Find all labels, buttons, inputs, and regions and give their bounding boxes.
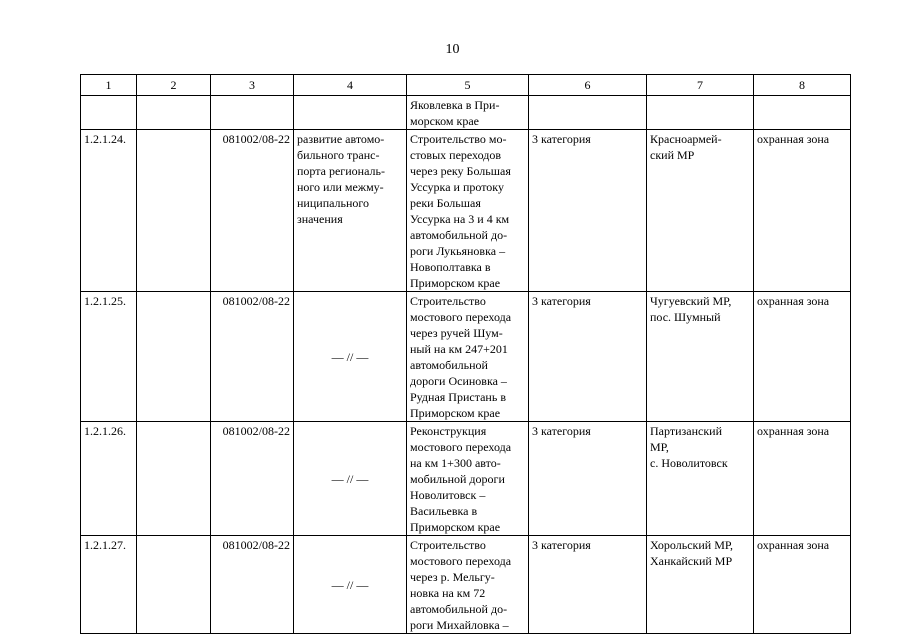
object-cell: Строительство мостового перехода через р. Мельгу- новка на км 72 автомобильной до- роги Михайловка – (407, 536, 529, 634)
category-cell: 3 категория (529, 536, 647, 634)
zone-cell: охранная зона (754, 292, 851, 422)
zone-cell: охранная зона (754, 130, 851, 292)
row-number: 1.2.1.26. (81, 422, 137, 536)
object-cell: Яковлевка в При- морском крае (407, 96, 529, 130)
code-cell: 081002/08-22 (211, 292, 294, 422)
zone-cell: охранная зона (754, 422, 851, 536)
code-cell: 081002/08-22 (211, 536, 294, 634)
row-number: 1.2.1.24. (81, 130, 137, 292)
category-cell: 3 категория (529, 292, 647, 422)
row-number: 1.2.1.27. (81, 536, 137, 634)
object-cell: Строительство мо- стовых переходов через реку Большая Уссурка и протоку реки Большая Уссурка на 3 и 4 км автомобильной до- роги Лукьяновка – Новополтавка в Приморском крае (407, 130, 529, 292)
ditto-mark: — // — (294, 422, 407, 536)
document-table (80, 74, 851, 634)
location-cell: Чугуевский МР, пос. Шумный (647, 292, 754, 422)
header-cell: 6 (529, 75, 647, 96)
object-cell: Реконструкция мостового перехода на км 1+300 авто- мобильной дороги Новолитовск – Васильевка в Приморском крае (407, 422, 529, 536)
header-cell: 1 (81, 75, 137, 96)
category-cell: 3 категория (529, 422, 647, 536)
category-cell: 3 категория (529, 130, 647, 292)
location-cell: Хорольский МР, Ханкайский МР (647, 536, 754, 634)
empty-cell (137, 422, 211, 536)
header-cell: 7 (647, 75, 754, 96)
header-cell: 5 (407, 75, 529, 96)
ditto-mark: — // — (294, 536, 407, 634)
table-row (81, 292, 851, 422)
header-row (81, 75, 851, 96)
ditto-mark: — // — (294, 292, 407, 422)
purpose-cell: развитие автомо- бильного транс- порта региональ- ного или межму- ниципального значения (294, 130, 407, 292)
continuation-row (81, 96, 851, 130)
location-cell: Красноармей- ский МР (647, 130, 754, 292)
table-row (81, 130, 851, 292)
empty-cell (137, 130, 211, 292)
zone-cell: охранная зона (754, 536, 851, 634)
location-cell: Партизанский МР, с. Новолитовск (647, 422, 754, 536)
header-cell: 3 (211, 75, 294, 96)
code-cell: 081002/08-22 (211, 422, 294, 536)
table-row (81, 536, 851, 634)
table-row (81, 422, 851, 536)
row-number: 1.2.1.25. (81, 292, 137, 422)
empty-cell (137, 292, 211, 422)
code-cell: 081002/08-22 (211, 130, 294, 292)
empty-cell (137, 536, 211, 634)
header-cell: 8 (754, 75, 851, 96)
header-cell: 4 (294, 75, 407, 96)
object-cell: Строительство мостового перехода через ручей Шум- ный на км 247+201 автомобильной дороги Осиновка – Рудная Пристань в Приморском крае (407, 292, 529, 422)
page-number: 10 (445, 42, 460, 57)
header-cell: 2 (137, 75, 211, 96)
